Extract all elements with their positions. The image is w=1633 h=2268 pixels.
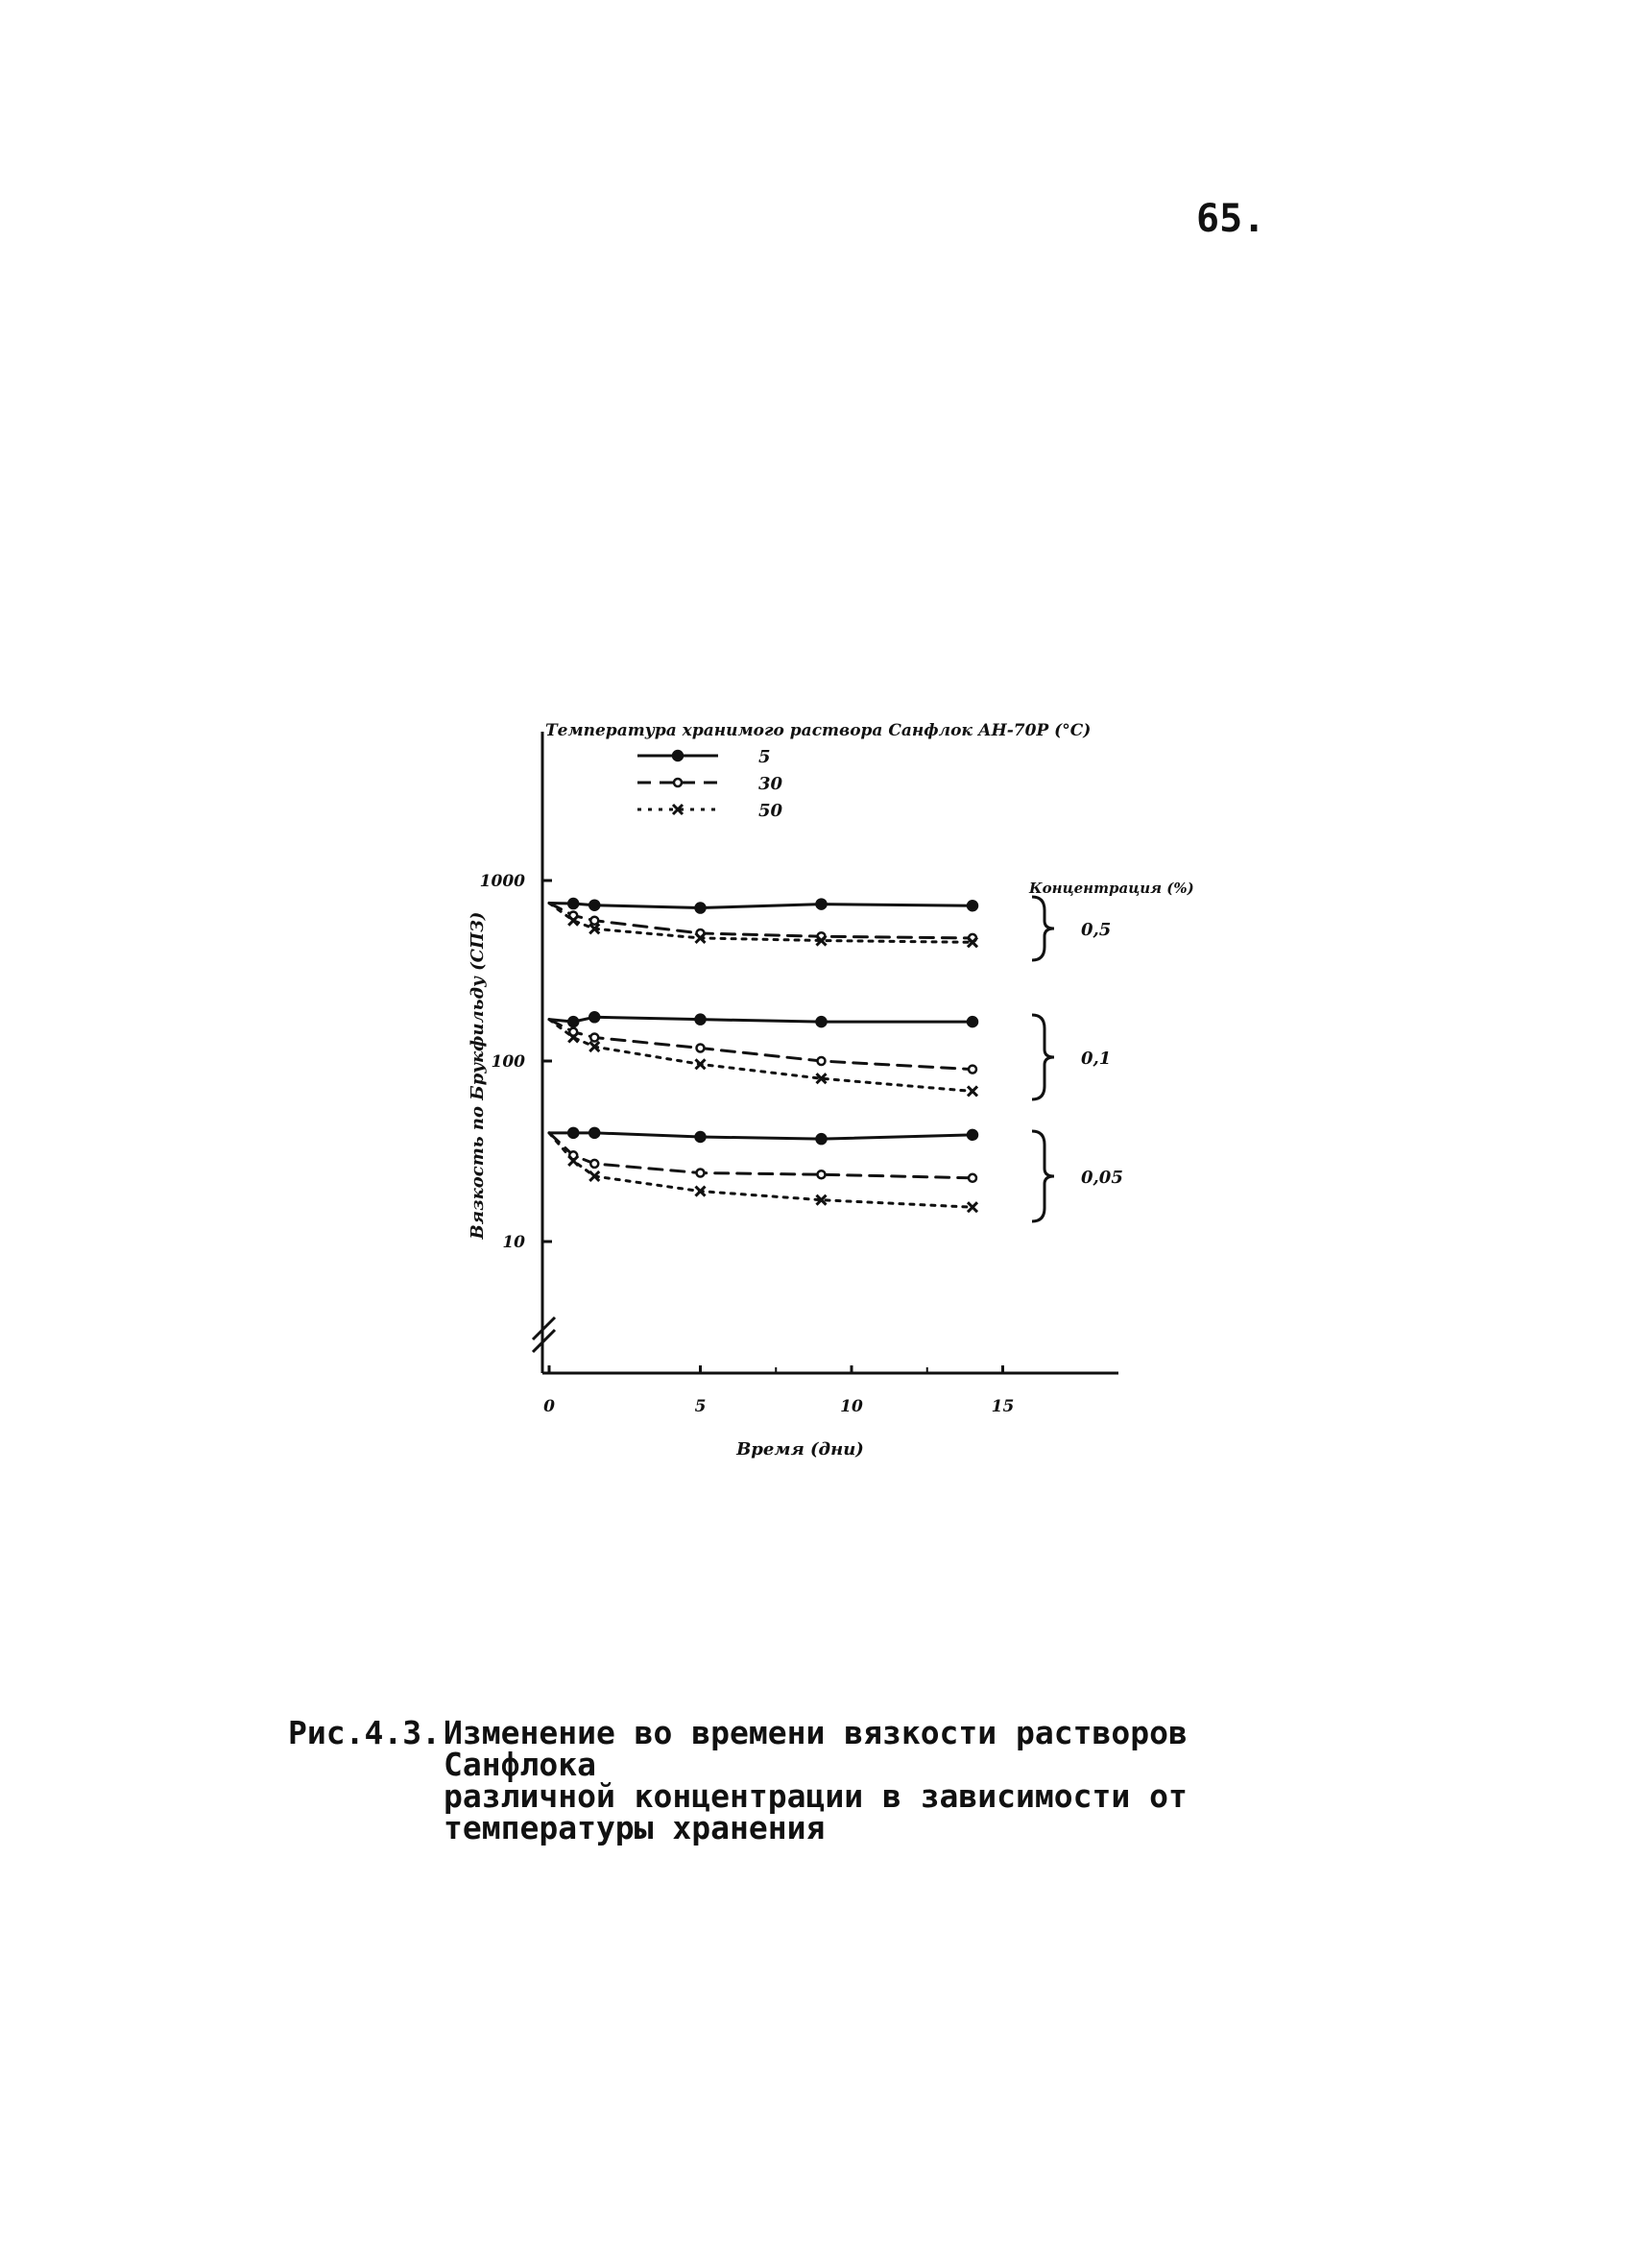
- data-point: [696, 1015, 706, 1025]
- x-tick-label: 5: [694, 1397, 707, 1416]
- caption-text: Изменение во времени вязкости растворов Санфлока различной концентрации в зависимости от температуры хранения: [444, 1714, 1188, 1846]
- legend-title: Температура хранимого раствора Санфлок АН-70Р (°C): [545, 721, 1092, 740]
- data-point: [696, 904, 706, 913]
- legend-entry-label: 30: [758, 774, 783, 794]
- data-point: [969, 1174, 976, 1182]
- data-point: [968, 1086, 977, 1096]
- data-point: [818, 1170, 826, 1178]
- data-point: [589, 901, 599, 910]
- data-point: [568, 1017, 578, 1026]
- data-point: [817, 1134, 827, 1144]
- data-point: [697, 1170, 705, 1177]
- x-axis-title: Время (дни): [736, 1439, 864, 1460]
- y-tick-label: 100: [491, 1052, 525, 1072]
- data-point: [818, 1057, 826, 1065]
- legend-entry-label: 5: [758, 747, 771, 767]
- data-point: [590, 917, 598, 925]
- data-point: [568, 1128, 578, 1138]
- data-point: [568, 899, 578, 908]
- data-point: [590, 1160, 598, 1168]
- data-point: [968, 1202, 977, 1212]
- y-tick-label: 10: [502, 1233, 525, 1252]
- concentration-title: Концентрация (%): [1029, 880, 1194, 897]
- data-point: [969, 1066, 976, 1074]
- legend-marker-30: [674, 779, 682, 786]
- series-line-c0,5-t30: [549, 903, 973, 937]
- concentration-label: 0,1: [1081, 1049, 1112, 1069]
- page-number: 65.: [1196, 197, 1266, 241]
- figure-caption: [288, 1714, 1363, 1846]
- data-point: [589, 1128, 599, 1138]
- data-point: [589, 1012, 599, 1022]
- bracket-0,5: [1032, 897, 1054, 960]
- x-tick-label: 15: [991, 1397, 1015, 1416]
- series-line-c0,1-t50: [549, 1020, 973, 1092]
- series-line-c0,05-t5: [549, 1133, 973, 1139]
- x-tick-label: 0: [543, 1397, 555, 1416]
- bracket-0,1: [1032, 1015, 1054, 1099]
- series-line-c0,05-t50: [549, 1133, 973, 1207]
- caption-label: Рис.4.3.: [288, 1714, 441, 1751]
- data-point: [968, 1130, 977, 1140]
- bracket-0,05: [1032, 1131, 1054, 1221]
- x-tick-label: 10: [840, 1397, 863, 1416]
- series-line-c0,05-t30: [549, 1133, 973, 1178]
- legend-marker-5: [673, 751, 683, 760]
- data-point: [968, 1017, 977, 1026]
- y-axis-title: Вязкость по Брукфильду (CПЗ): [468, 911, 488, 1240]
- data-point: [817, 900, 827, 909]
- data-point: [697, 1044, 705, 1051]
- y-tick-label: 1000: [479, 872, 525, 891]
- data-point: [817, 1017, 827, 1026]
- data-point: [696, 1132, 706, 1142]
- series-line-c0,1-t30: [549, 1020, 973, 1070]
- series-line-c0,1-t5: [549, 1017, 973, 1022]
- data-point: [968, 901, 977, 910]
- concentration-label: 0,5: [1081, 920, 1112, 940]
- series-line-c0,5-t5: [549, 903, 973, 907]
- legend-entry-label: 50: [758, 801, 783, 821]
- concentration-label: 0,05: [1081, 1168, 1123, 1188]
- data-point: [590, 1033, 598, 1041]
